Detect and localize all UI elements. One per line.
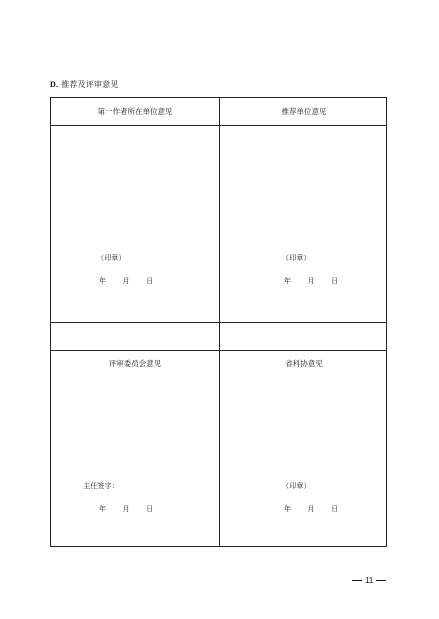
header-provincial-association: 省科协意见	[285, 359, 323, 368]
stamp-label-top-right: （印章）	[282, 254, 311, 262]
table-divider-middle	[51, 322, 386, 323]
header-review-committee: 评审委员会意见	[108, 359, 162, 368]
section-title-text: 推荐及评审意见	[61, 80, 119, 89]
date-year: 年	[284, 505, 292, 513]
date-day: 日	[146, 505, 154, 513]
signature-label: 主任签字：	[83, 482, 119, 490]
date-year: 年	[99, 277, 107, 285]
header-recommending-unit: 推荐单位意见	[281, 107, 327, 116]
stamp-label-top-left: （印章）	[97, 254, 126, 262]
date-line-top-right	[284, 276, 338, 286]
date-day: 日	[331, 505, 339, 513]
stamp-label-bottom-right: （印章）	[282, 482, 311, 490]
date-month: 月	[122, 277, 130, 285]
date-line-bottom-left	[99, 504, 153, 514]
page-footer	[349, 576, 389, 585]
section-title	[50, 79, 119, 90]
opinion-table	[50, 97, 387, 547]
footer-dash-right	[376, 580, 386, 581]
date-year: 年	[99, 505, 107, 513]
footer-dash-left	[352, 580, 362, 581]
section-letter: D.	[50, 80, 59, 89]
date-month: 月	[307, 505, 315, 513]
date-year: 年	[284, 277, 292, 285]
date-line-top-left	[99, 276, 153, 286]
date-day: 日	[146, 277, 154, 285]
date-line-bottom-right	[284, 504, 338, 514]
date-month: 月	[122, 505, 130, 513]
page-number: 11	[365, 576, 374, 585]
header-first-author-unit: 第一作者所在单位意见	[97, 107, 173, 116]
date-month: 月	[307, 277, 315, 285]
date-day: 日	[331, 277, 339, 285]
table-divider-top-header	[51, 125, 386, 126]
